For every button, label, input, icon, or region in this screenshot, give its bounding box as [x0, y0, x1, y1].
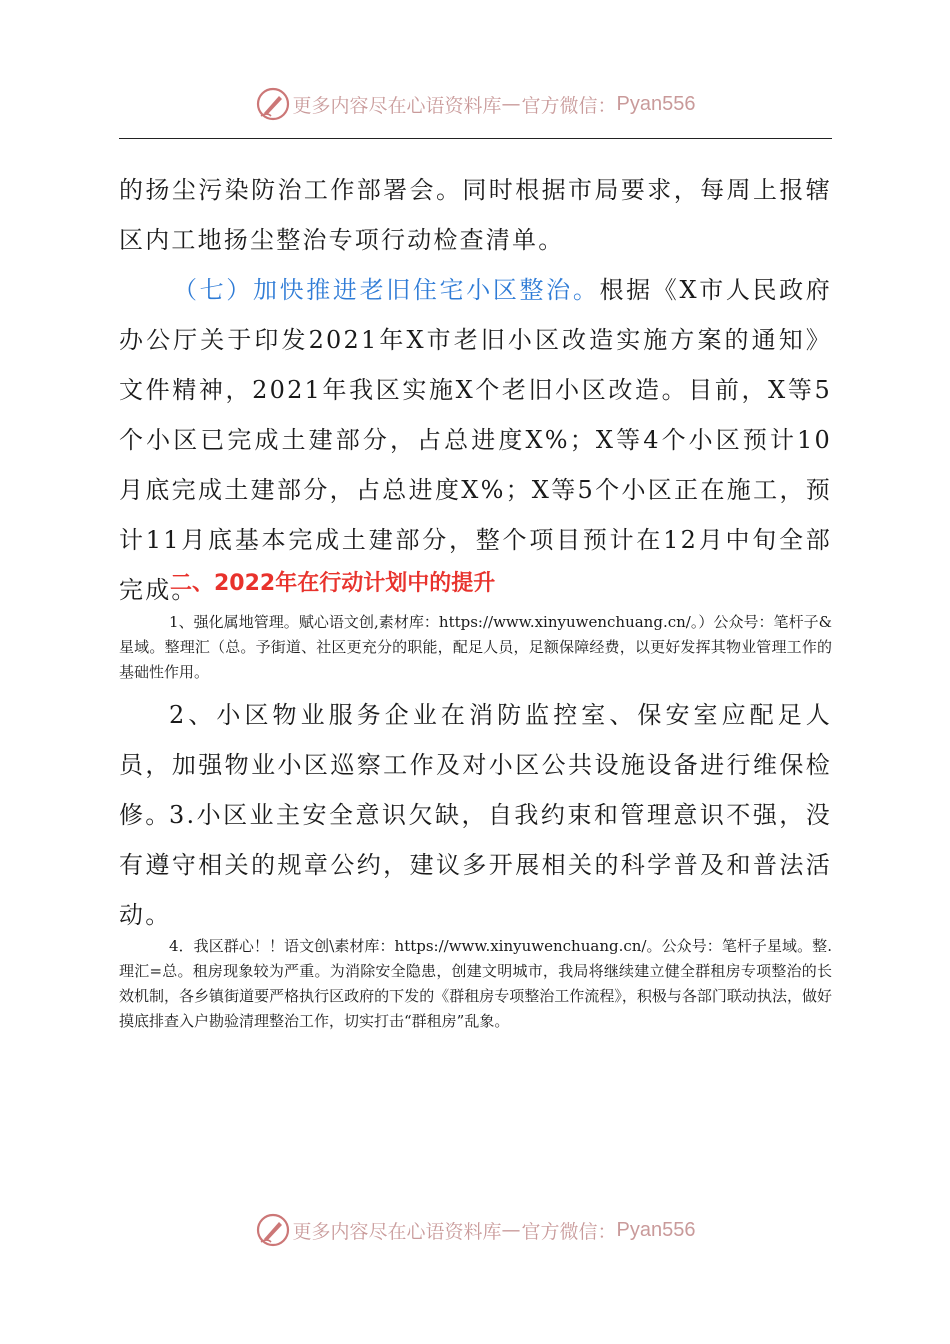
- banner-separator: —: [501, 1219, 522, 1241]
- list-item-3: 3.小区业主安全意识欠缺，自我约束和管理意识不强，没有遵守相关的规章公约，建议多开展相关的科学普及和普法活动。: [119, 801, 832, 929]
- pen-logo-icon: [255, 1212, 291, 1248]
- banner-official-label: 官方微信：: [521, 1220, 617, 1243]
- banner-official-label: 官方微信：: [521, 94, 617, 117]
- subheading-old-housing: （七）加快推进老旧住宅小区整治。: [173, 276, 600, 304]
- section-title-2022-plan: 二、2022年在行动计划中的提升: [170, 571, 496, 596]
- footer-watermark-banner: [0, 1210, 950, 1250]
- banner-text: 更多内容尽在心语资料库: [292, 94, 502, 117]
- header-watermark-banner: [0, 84, 950, 124]
- header-divider: [119, 138, 832, 139]
- list-item-1: 1、强化属地管理。赋心语文创,素材库：https://www.xinyuwenchuang.cn/。）公众号：笔杆子&星域。整理汇（总。予街道、社区更充分的职能，配足人员，足额保障经费，以更好发挥其物业管理工作的基础性作用。: [119, 613, 832, 681]
- banner-separator: —: [501, 93, 522, 115]
- banner-text: 更多内容尽在心语资料库: [292, 1220, 502, 1243]
- pen-logo-icon: [255, 86, 291, 122]
- banner-wechat-id: Pyan556: [616, 1218, 696, 1241]
- list-item-4: 4．我区群心！！语文创\素材库：https://www.xinyuwenchuang.cn/。公众号：笔杆子星域。整.理汇=总。租房现象较为严重。为消除安全隐患，创建文明城市，我局将继续建立健全群租房专项整治的长效机制，各乡镇街道要严格执行区政府的下发的《群租房专项整治工作流程》，积极与各部门联动执法，做好摸底排查入户勘验清理整治工作，切实打击“群租房”乱象。: [119, 937, 832, 1030]
- paragraph-old-housing: [119, 265, 832, 615]
- paragraph-old-housing-text: 根据《X市人民政府办公厅关于印发2021年X市老旧小区改造实施方案的通知》文件精神，2021年我区实施X个老旧小区改造。目前，X等5个小区已完成土建部分，占总进度X%；X等4个小区预计10月底完成土建部分，占总进度X%；X等5个小区正在施工，预计11月底基本完成土建部分，整个项目预计在12月中旬全部完成。: [119, 276, 833, 604]
- list-item-2: 2、小区物业服务企业在消防监控室、保安室应配足人员，加强物业小区巡察工作及对小区公共设施设备进行维保检修。: [119, 701, 832, 829]
- paragraph-dust-control: 的扬尘污染防治工作部署会。同时根据市局要求，每周上报辖区内工地扬尘整治专项行动检查清单。: [119, 176, 832, 254]
- banner-wechat-id: Pyan556: [616, 92, 696, 115]
